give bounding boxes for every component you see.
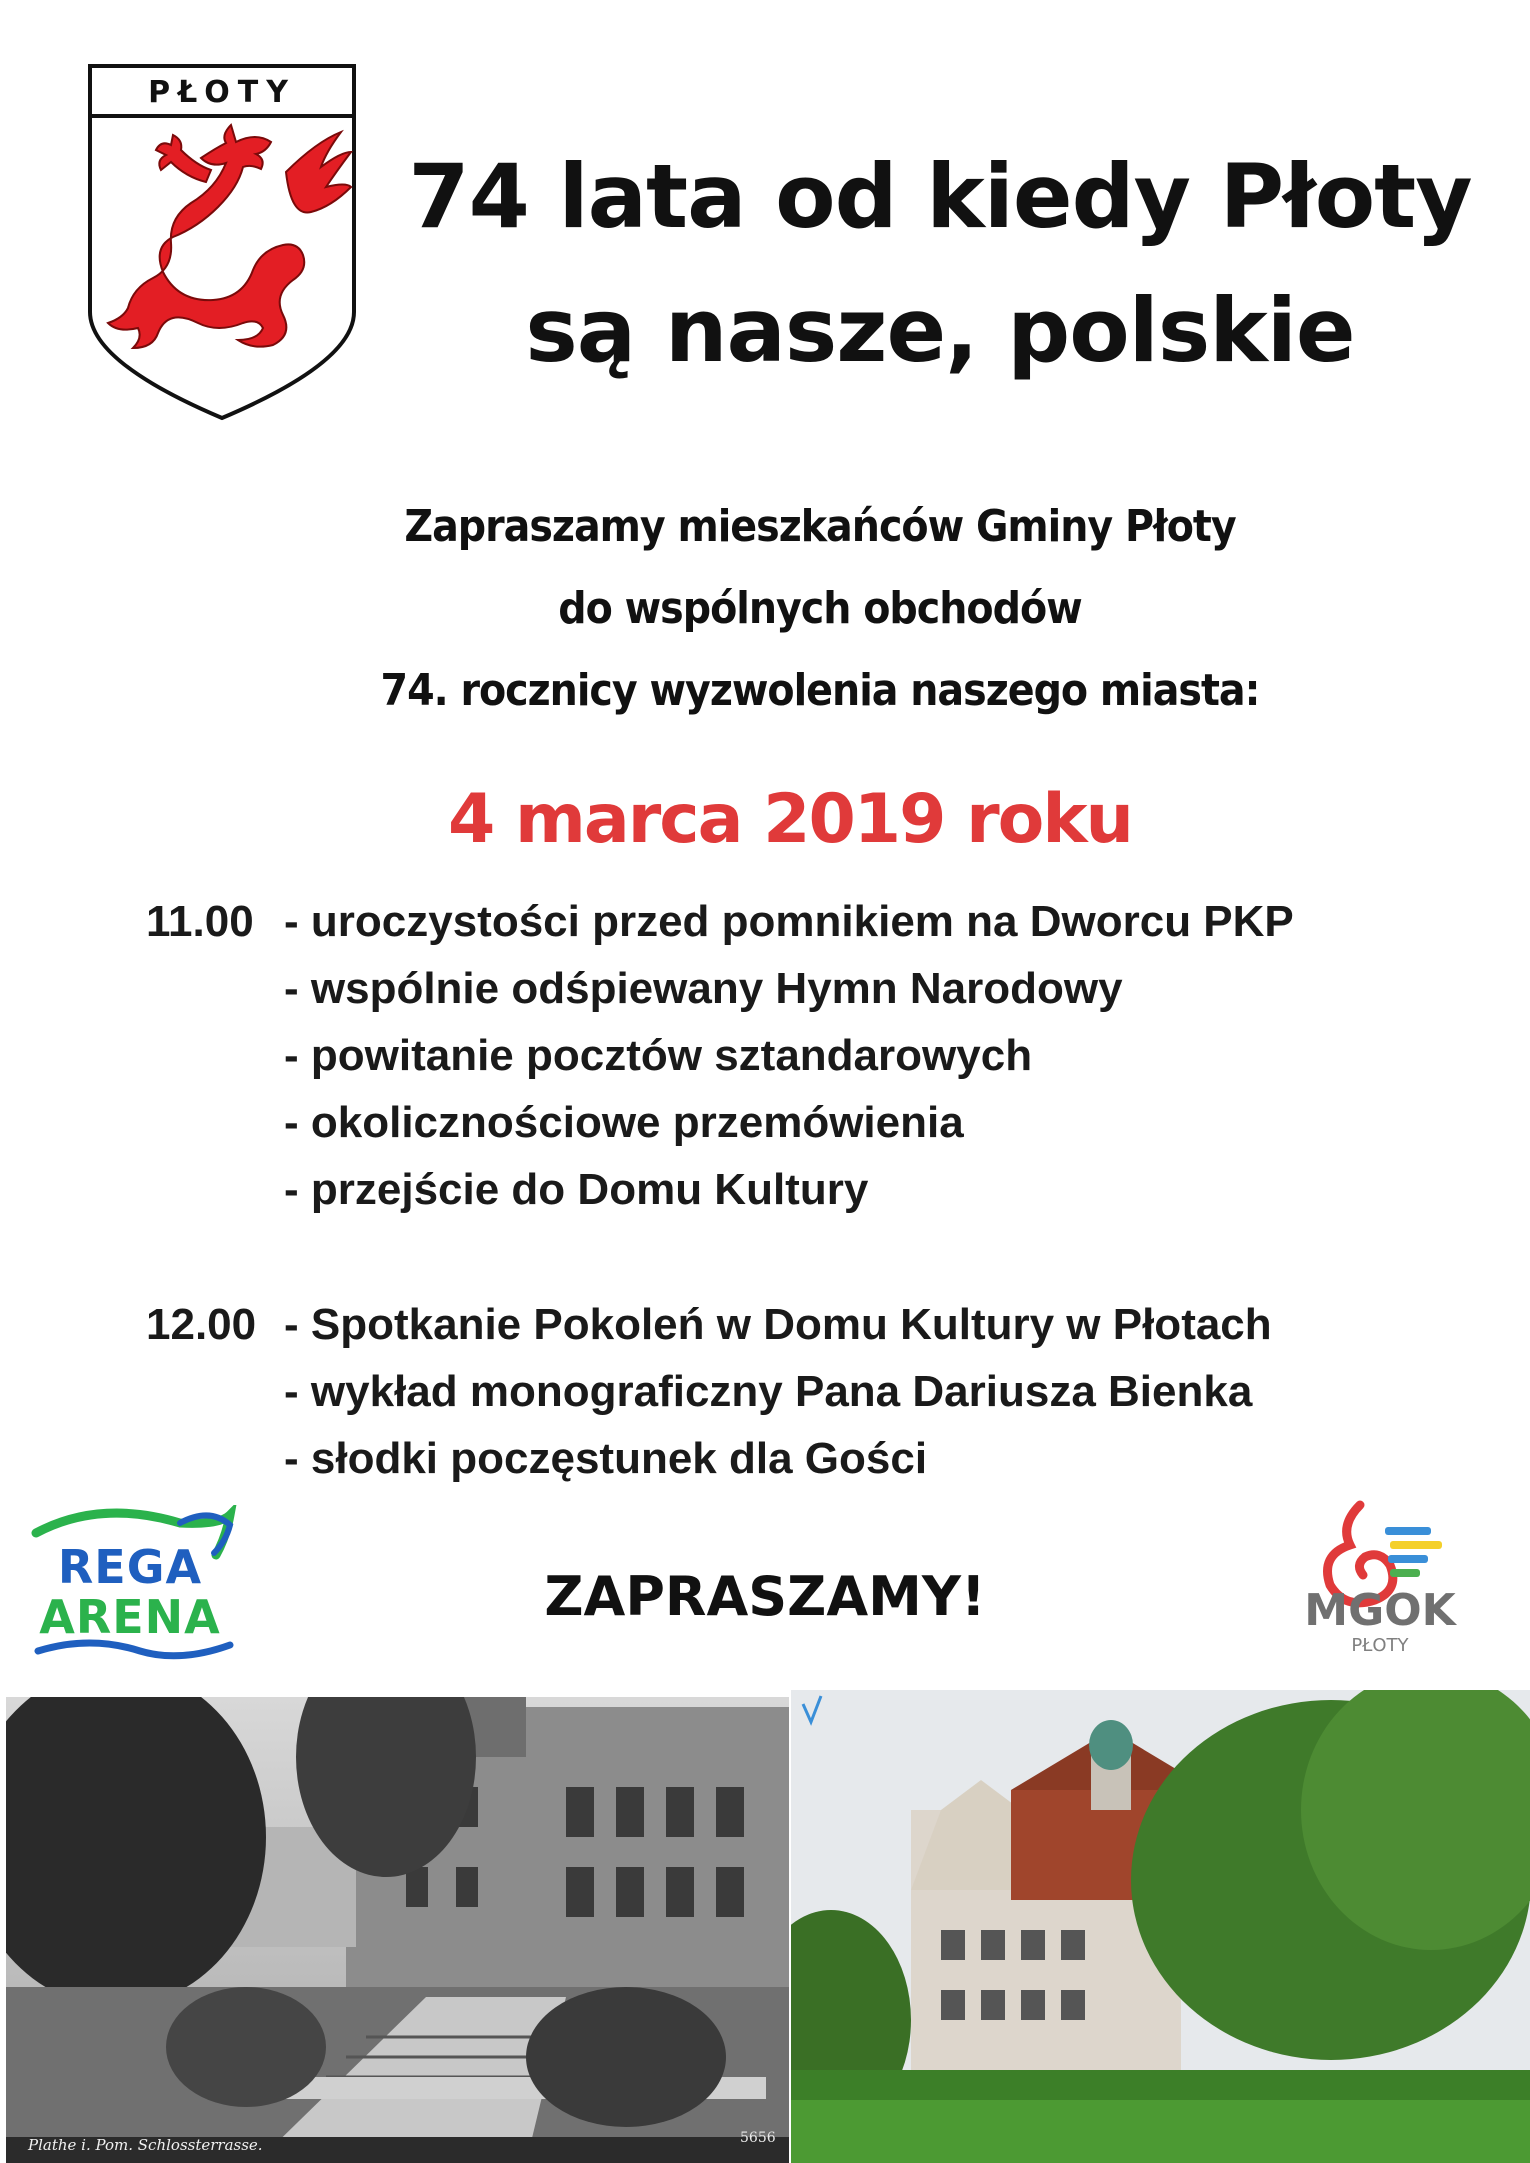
schedule-row [146,1156,1486,1223]
schedule-item: - uroczystości przed pomnikiem na Dworcu PKP [284,896,1294,946]
rega-arena-line-1: REGA [57,1540,203,1594]
mgok-name: MGOK [1304,1585,1456,1636]
event-schedule [146,888,1486,1492]
schedule-time: 11.00 [146,896,254,946]
rega-arena-logo [30,1505,240,1665]
schedule-item: - powitanie pocztów sztandarowych [284,1030,1033,1080]
historic-photo-caption: Plathe i. Pom. Schlossterrasse. [28,2136,263,2154]
ploty-coat-of-arms [86,62,358,422]
schedule-item: - wspólnie odśpiewany Hymn Narodowy [284,963,1123,1013]
poster-title [380,130,1500,398]
title-line-2: są nasze, polskie [525,279,1355,382]
modern-photo-castle [791,1690,1530,2163]
closing-invitation: ZAPRASZAMY! [544,1565,986,1628]
schedule-time: 12.00 [146,1299,257,1349]
schedule-item: - przejście do Domu Kultury [284,1164,869,1214]
schedule-row [146,1022,1486,1089]
event-date: 4 marca 2019 roku [448,780,1132,859]
schedule-item: - słodki poczęstunek dla Gości [284,1433,928,1483]
schedule-row [146,1291,1486,1358]
schedule-row [146,1089,1486,1156]
schedule-row [146,1358,1486,1425]
schedule-item: - okolicznościowe przemówienia [284,1097,964,1147]
schedule-row [146,888,1486,955]
schedule-item: - wykład monograficzny Pana Dariusza Bienka [284,1366,1253,1416]
title-line-1: 74 lata od kiedy Płoty [408,145,1472,248]
invitation-line-1: Zapraszamy mieszkańców Gminy Płoty [404,501,1236,552]
invitation-text [180,486,1460,732]
historic-photo-number: 5656 [740,2130,776,2146]
crest-label: PŁOTY [148,75,296,110]
schedule-item: - Spotkanie Pokoleń w Domu Kultury w Płotach [284,1299,1272,1349]
schedule-row [146,1425,1486,1492]
invitation-line-3: 74. rocznicy wyzwolenia naszego miasta: [380,665,1260,716]
schedule-row [146,955,1486,1022]
historic-photo-castle-terrace [6,1697,789,2163]
rega-arena-line-2: ARENA [39,1590,221,1644]
invitation-line-2: do wspólnych obchodów [558,583,1082,634]
mgok-subtitle: PŁOTY [1351,1635,1409,1656]
